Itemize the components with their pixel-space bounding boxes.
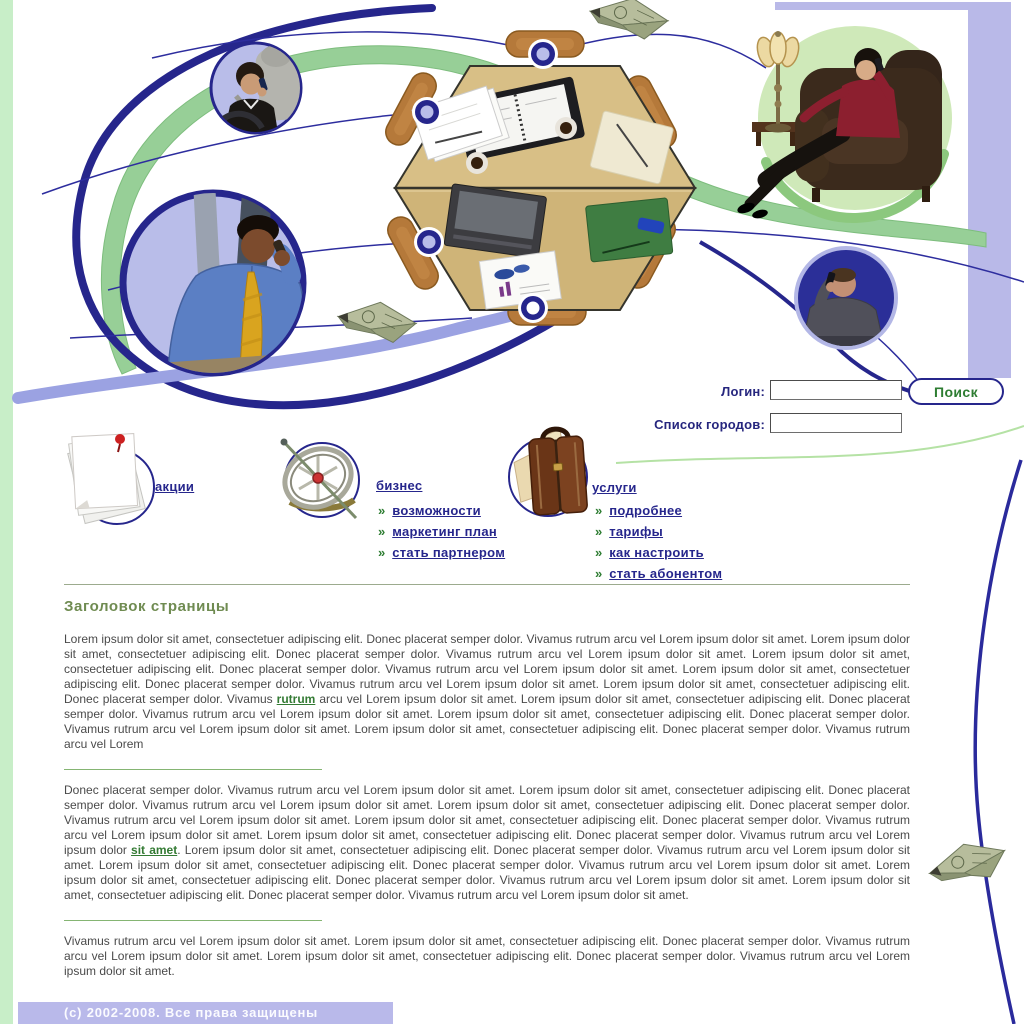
arrow-bullet-icon: » — [378, 545, 386, 560]
nav-link-vozmozhnosti[interactable]: возможности — [392, 503, 481, 518]
menu-item — [595, 542, 722, 563]
paragraph-1 — [64, 632, 910, 752]
paragraph-text: Donec placerat semper dolor. Vivamus rutrum arcu vel Lorem ipsum dolor sit amet. Lorem ipsum dolor sit amet, consectetuer adipiscing elit. Donec placerat semper dolor. Vivamus rutrum arcu vel Lorem ipsum dolor sit amet. Lorem ipsum dolor sit amet, consectetuer adipiscing elit. Donec placerat semper dolor. Vivamus rutrum arcu vel Lorem ipsum dolor sit amet. Lorem ipsum dolor sit amet, consectetuer adipiscing elit. Donec placerat semper dolor. Vivamus rutrum arcu vel Lorem ipsum dolor sit amet. Lorem ipsum dolor sit amet, consectetuer adipiscing elit. Donec placerat semper dolor. Vivamus rutrum arcu vel Lorem ipsum dolor — [64, 783, 910, 857]
login-label: Логин: — [721, 384, 765, 399]
nav-link-tarify[interactable]: тарифы — [609, 524, 664, 539]
laptop — [444, 184, 547, 259]
nav-link-stat-partnerom[interactable]: стать партнером — [392, 545, 506, 560]
nav-link-podrobnee[interactable]: подробнее — [609, 503, 683, 518]
paragraph-text: . Lorem ipsum dolor sit amet, consectetuer adipiscing elit. Donec placerat semper dolor. Vivamus rutrum arcu vel Lorem ipsum dolor sit amet. Lorem ipsum dolor sit amet, consectetuer adipiscing elit. Donec placerat semper dolor. Vivamus rutrum arcu vel Lorem ipsum dolor sit amet. Lorem ipsum dolor sit amet, consectetuer adipiscing elit. Donec placerat semper dolor. Vivamus rutrum arcu vel Lorem ipsum dolor sit amet. Lorem ipsum dolor sit amet, consectetuer adipiscing elit. Donec placerat semper dolor. Vivamus rutrum arcu vel Lorem ipsum dolor sit amet. — [64, 843, 910, 902]
photo-woman-in-armchair-on-phone — [736, 26, 952, 220]
services-submenu — [595, 500, 722, 584]
arrow-bullet-icon: » — [595, 545, 603, 560]
right-long-curve — [975, 460, 1021, 1024]
paragraph-3 — [64, 934, 910, 979]
right-edge-strip — [968, 2, 1011, 378]
menu-item — [595, 500, 722, 521]
left-edge-strip — [0, 0, 13, 1024]
nav-link-business[interactable]: бизнес — [376, 478, 423, 493]
nav-link-services[interactable]: услуги — [592, 480, 637, 495]
footer-copyright: (c) 2002-2008. Все права защищены — [18, 1002, 393, 1024]
arrow-bullet-icon: » — [378, 524, 386, 539]
arrow-bullet-icon: » — [595, 503, 603, 518]
photo-young-man-on-mobile — [794, 246, 898, 350]
nav-link-marketing-plan[interactable]: маркетинг план — [392, 524, 498, 539]
nav-link-stat-abonentom[interactable]: стать абонентом — [609, 566, 723, 581]
green-folder — [586, 198, 673, 262]
inline-link-rutrum[interactable]: rutrum — [276, 692, 316, 706]
gyroscope-icon — [278, 438, 361, 518]
search-button[interactable]: Поиск — [908, 378, 1004, 405]
cities-input[interactable] — [770, 413, 902, 433]
main-content — [64, 584, 910, 979]
arrow-bullet-icon: » — [595, 566, 603, 581]
menu-item — [378, 500, 505, 521]
nav-business — [376, 477, 422, 495]
nav-promos — [155, 478, 194, 496]
briefcase-icon — [512, 427, 588, 516]
business-submenu — [378, 500, 505, 563]
cities-label: Список городов: — [654, 417, 765, 432]
nav-link-promos[interactable]: акции — [155, 479, 195, 494]
nav-link-kak-nastroit[interactable]: как настроить — [609, 545, 704, 560]
money-paper-plane-icon — [925, 835, 1010, 891]
login-input[interactable] — [770, 380, 902, 400]
menu-item — [595, 521, 722, 542]
paragraph-text: Lorem ipsum dolor sit amet, consectetuer adipiscing elit. Donec placerat semper dolor. Vivamus rutrum arcu vel Lorem ipsum dolor sit amet. Lorem ipsum dolor sit amet, consectetuer adipiscing elit. Donec placerat semper dolor. Vivamus rutrum arcu vel Lorem ipsum dolor sit amet. Lorem ipsum dolor sit amet, consectetuer adipiscing elit. Donec placerat semper dolor. Vivamus rutrum arcu vel Lorem ipsum dolor sit amet. Lorem ipsum dolor sit amet, consectetuer adipiscing elit. Donec placerat semper dolor. Vivamus rutrum arcu vel Lorem ipsum dolor sit amet. Lorem ipsum dolor sit amet, consectetuer adipiscing elit. Donec placerat semper dolor. Vivamus — [64, 632, 910, 706]
section-divider — [64, 769, 322, 770]
nav-services — [592, 479, 637, 497]
paragraph-text: arcu vel Lorem ipsum dolor sit amet. Lorem ipsum dolor sit amet, consectetuer adipiscing elit. Donec placerat semper dolor. Vivamus rutrum arcu vel Lorem ipsum dolor sit amet. Lorem ipsum dolor sit amet, consectetuer adipiscing elit. Donec placerat semper dolor. Vivamus rutrum arcu vel Lorem ipsum dolor sit amet. Lorem ipsum dolor sit amet, consectetuer adipiscing elit. Donec placerat semper dolor. Vivamus rutrum arcu vel Lorem — [64, 692, 910, 751]
paragraph-2 — [64, 783, 910, 903]
arrow-bullet-icon: » — [378, 503, 386, 518]
paragraph-text: Vivamus rutrum arcu vel Lorem ipsum dolor sit amet. Lorem ipsum dolor sit amet, consectetuer adipiscing elit. Donec placerat semper dolor. Vivamus rutrum arcu vel Lorem ipsum dolor sit amet. Lorem ipsum dolor sit amet, consectetuer adipiscing elit. Donec placerat semper dolor. Vivamus rutrum arcu vel Lorem ipsum dolor sit amet. — [64, 934, 910, 978]
content-divider — [64, 584, 910, 585]
section-divider — [64, 920, 322, 921]
push-pin-icon — [115, 434, 125, 444]
menu-item — [378, 521, 505, 542]
sticky-notes-icon — [68, 434, 146, 524]
menu-item — [595, 563, 722, 584]
menu-item — [378, 542, 505, 563]
inline-link-sit-amet[interactable]: sit amet — [131, 843, 178, 857]
arrow-bullet-icon: » — [595, 524, 603, 539]
page-title: Заголовок страницы — [64, 598, 230, 615]
